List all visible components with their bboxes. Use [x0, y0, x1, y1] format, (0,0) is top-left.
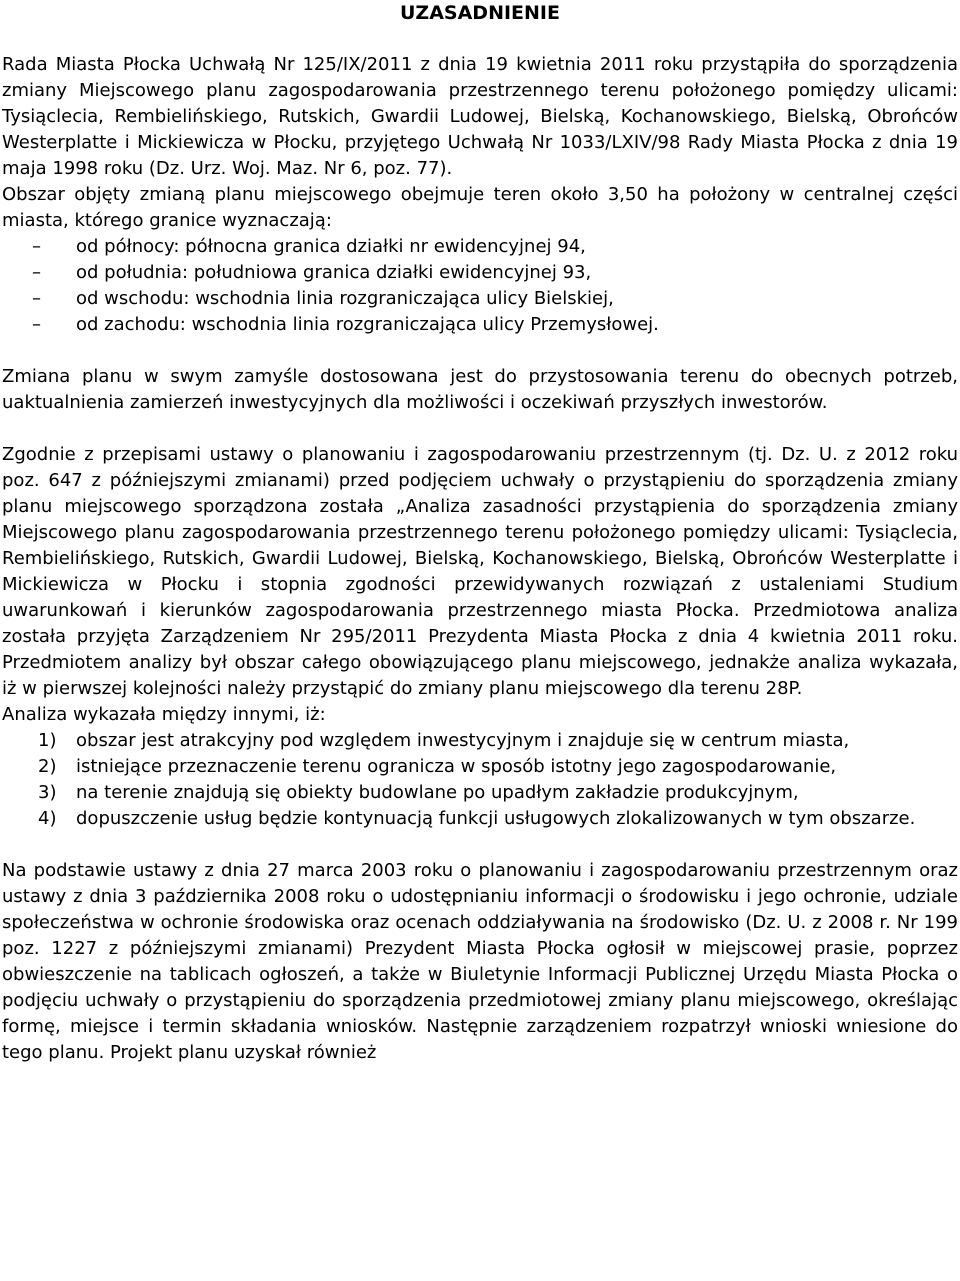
paragraph-analysis: Zgodnie z przepisami ustawy o planowaniu i zagospodarowaniu przestrzennym (tj. Dz. U. z 2012 roku poz. 647 z późniejszymi zmianami) przed podjęciem uchwały o przystąpieniu do sporządzenia zmiany planu miejscowego sporządzona została „Analiza zasadności przystąpienia do sporządzenia zmiany Miejscowego planu zagospodarowania przestrzennego terenu położonego pomiędzy ulicami: Tysiąclecia, Rembielińskiego, Rutskich, Gwardii Ludowej, Bielską, Kochanowskiego, Bielską, Obrońców Westerplatte i Mickiewicza w Płocku i stopnia zgodności przewidywanych rozwiązań z ustaleniami Studium uwarunkowań i kierunków zagospodarowania przestrzennego miasta Płocka. Przedmiotowa analiza została przyjęta Zarządzeniem Nr 295/2011 Prezydenta Miasta Płocka z dnia 4 kwietnia 2011 roku. Przedmiotem analizy był obszar całego obowiązującego planu miejscowego, jednakże analiza wykazała, iż w pierwszej kolejności należy przystąpić do zmiany planu miejscowego dla terenu 28P.: [2, 444, 958, 699]
list-item: [2, 754, 958, 780]
spacer: [2, 832, 958, 858]
list-item-text: od południa: południowa granica działki ewidencyjnej 93,: [76, 262, 592, 283]
paragraph-area: Obszar objęty zmianą planu miejscowego obejmuje teren około 3,50 ha położony w centralnej części miasta, którego granice wyznaczają:: [2, 184, 958, 231]
spacer: [2, 26, 958, 52]
list-item: [2, 286, 958, 312]
number-marker: 3): [38, 782, 57, 803]
document-title: UZASADNIENIE: [400, 2, 560, 24]
dash-marker: –: [32, 262, 41, 283]
list-item-text: od północy: północna granica działki nr ewidencyjnej 94,: [76, 236, 586, 257]
spacer: [2, 416, 958, 442]
list-item-text: istniejące przeznaczenie terenu ogranicza w sposób istotny jego zagospodarowanie,: [76, 756, 837, 777]
paragraph-purpose: Zmiana planu w swym zamyśle dostosowana jest do przystosowania terenu do obecnych potrzeb, uaktualnienia zamierzeń inwestycyjnych dla możliwości i oczekiwań przyszłych inwestorów.: [2, 366, 958, 413]
list-item-text: od zachodu: wschodnia linia rozgraniczająca ulicy Przemysłowej.: [76, 314, 659, 335]
number-marker: 1): [38, 730, 57, 751]
list-item: [2, 234, 958, 260]
spacer: [2, 338, 958, 364]
list-item-text: od wschodu: wschodnia linia rozgraniczająca ulicy Bielskiej,: [76, 288, 614, 309]
boundaries-list: [2, 234, 958, 338]
list-item: [2, 312, 958, 338]
list-item: [2, 728, 958, 754]
list-item: [2, 780, 958, 806]
list-item: [2, 260, 958, 286]
number-marker: 2): [38, 756, 57, 777]
paragraph-findings-intro: Analiza wykazała między innymi, iż:: [2, 704, 326, 725]
number-marker: 4): [38, 808, 57, 829]
dash-marker: –: [32, 314, 41, 335]
dash-marker: –: [32, 236, 41, 257]
list-item-text: obszar jest atrakcyjny pod względem inwestycyjnym i znajduje się w centrum miasta,: [76, 730, 850, 751]
dash-marker: –: [32, 288, 41, 309]
findings-list: [2, 728, 958, 832]
list-item: [2, 806, 958, 832]
list-item-text: na terenie znajdują się obiekty budowlane po upadłym zakładzie produkcyjnym,: [76, 782, 799, 803]
list-item-text: dopuszczenie usług będzie kontynuacją funkcji usługowych zlokalizowanych w tym obszarze.: [76, 808, 916, 829]
paragraph-procedure: Na podstawie ustawy z dnia 27 marca 2003 roku o planowaniu i zagospodarowaniu przestrzennym oraz ustawy z dnia 3 października 2008 roku o udostępnianiu informacji o środowisku i jego ochronie, udziale społeczeństwa w ochronie środowiska oraz ocenach oddziaływania na środowisko (Dz. U. z 2008 r. Nr 199 poz. 1227 z późniejszymi zmianami) Prezydent Miasta Płocka ogłosił w miejscowej prasie, poprzez obwieszczenie na tablicach ogłoszeń, a także w Biuletynie Informacji Publicznej Urzędu Miasta Płocka o podjęciu uchwały o przystąpieniu do sporządzenia przedmiotowej zmiany planu miejscowego, określając formę, miejsce i termin składania wniosków. Następnie zarządzeniem rozpatrzył wnioski wniesione do tego planu. Projekt planu uzyskał również: [2, 860, 958, 1063]
paragraph-resolution: Rada Miasta Płocka Uchwałą Nr 125/IX/2011 z dnia 19 kwietnia 2011 roku przystąpiła do sporządzenia zmiany Miejscowego planu zagospodarowania przestrzennego terenu położonego pomiędzy ulicami: Tysiąclecia, Rembielińskiego, Rutskich, Gwardii Ludowej, Bielską, Kochanowskiego, Bielską, Obrońców Westerplatte i Mickiewicza w Płocku, przyjętego Uchwałą Nr 1033/LXIV/98 Rady Miasta Płocka z dnia 19 maja 1998 roku (Dz. Urz. Woj. Maz. Nr 6, poz. 77).: [2, 54, 958, 179]
